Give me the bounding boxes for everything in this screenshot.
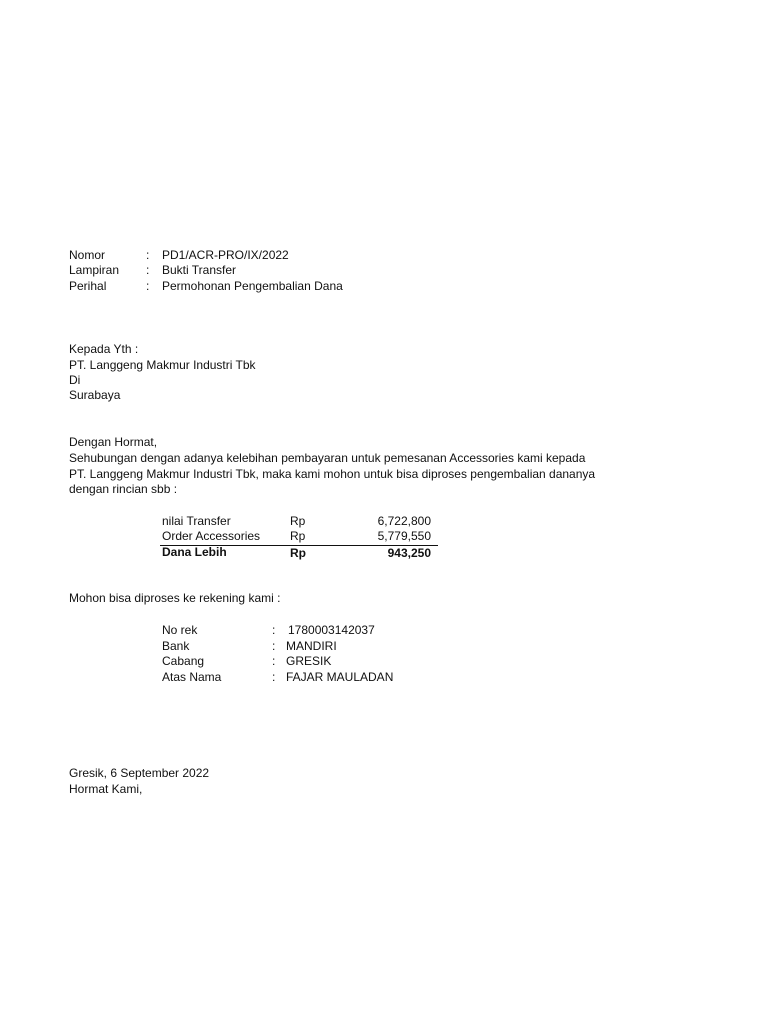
closing-salutation: Hormat Kami, (69, 782, 143, 796)
amount-currency: Rp (290, 529, 306, 543)
header-label-perihal: Perihal (69, 279, 107, 293)
body-line: PT. Langgeng Makmur Industri Tbk, maka kami mohon untuk bisa diproses pengembalian dananya (69, 467, 596, 481)
total-currency: Rp (290, 546, 306, 560)
header-label-lampiran: Lampiran (69, 263, 120, 277)
body-line: dengan rincian sbb : (69, 482, 178, 496)
total-label: Dana Lebih (162, 545, 227, 559)
amount-value: 6,722,800 (377, 514, 431, 528)
header-label-nomor: Nomor (69, 248, 106, 262)
account-sep: : (272, 639, 276, 653)
place-date: Gresik, 6 September 2022 (69, 766, 210, 780)
account-value: 1780003142037 (288, 623, 375, 637)
header-value-nomor: PD1/ACR-PRO/IX/2022 (162, 248, 289, 262)
account-sep: : (272, 654, 276, 668)
recipient-line: Kepada Yth : (69, 342, 139, 356)
account-value: MANDIRI (286, 639, 337, 653)
body-line: Dengan Hormat, (69, 435, 158, 449)
account-value: FAJAR MAULADAN (286, 670, 394, 684)
amount-value: 5,779,550 (377, 529, 431, 543)
header-sep-perihal: : (146, 279, 150, 293)
account-label: No rek (162, 623, 198, 637)
recipient-line: Di (69, 373, 81, 387)
account-label: Atas Nama (162, 670, 222, 684)
account-sep: : (272, 623, 276, 637)
account-value: GRESIK (286, 654, 332, 668)
amount-label: nilai Transfer (162, 514, 231, 528)
amount-label: Order Accessories (162, 529, 261, 543)
body-line: Sehubungan dengan adanya kelebihan pembayaran untuk pemesanan Accessories kami kepada (69, 451, 586, 465)
total-value: 943,250 (387, 546, 431, 560)
header-value-perihal: Permohonan Pengembalian Dana (162, 279, 343, 293)
account-sep: : (272, 670, 276, 684)
header-value-lampiran: Bukti Transfer (162, 263, 237, 277)
recipient-line: PT. Langgeng Makmur Industri Tbk (69, 358, 256, 372)
amount-currency: Rp (290, 514, 306, 528)
header-sep-nomor: : (146, 248, 150, 262)
account-label: Bank (162, 639, 190, 653)
recipient-line: Surabaya (69, 388, 121, 402)
header-sep-lampiran: : (146, 263, 150, 277)
account-label: Cabang (162, 654, 205, 668)
account-intro: Mohon bisa diproses ke rekening kami : (69, 591, 281, 605)
